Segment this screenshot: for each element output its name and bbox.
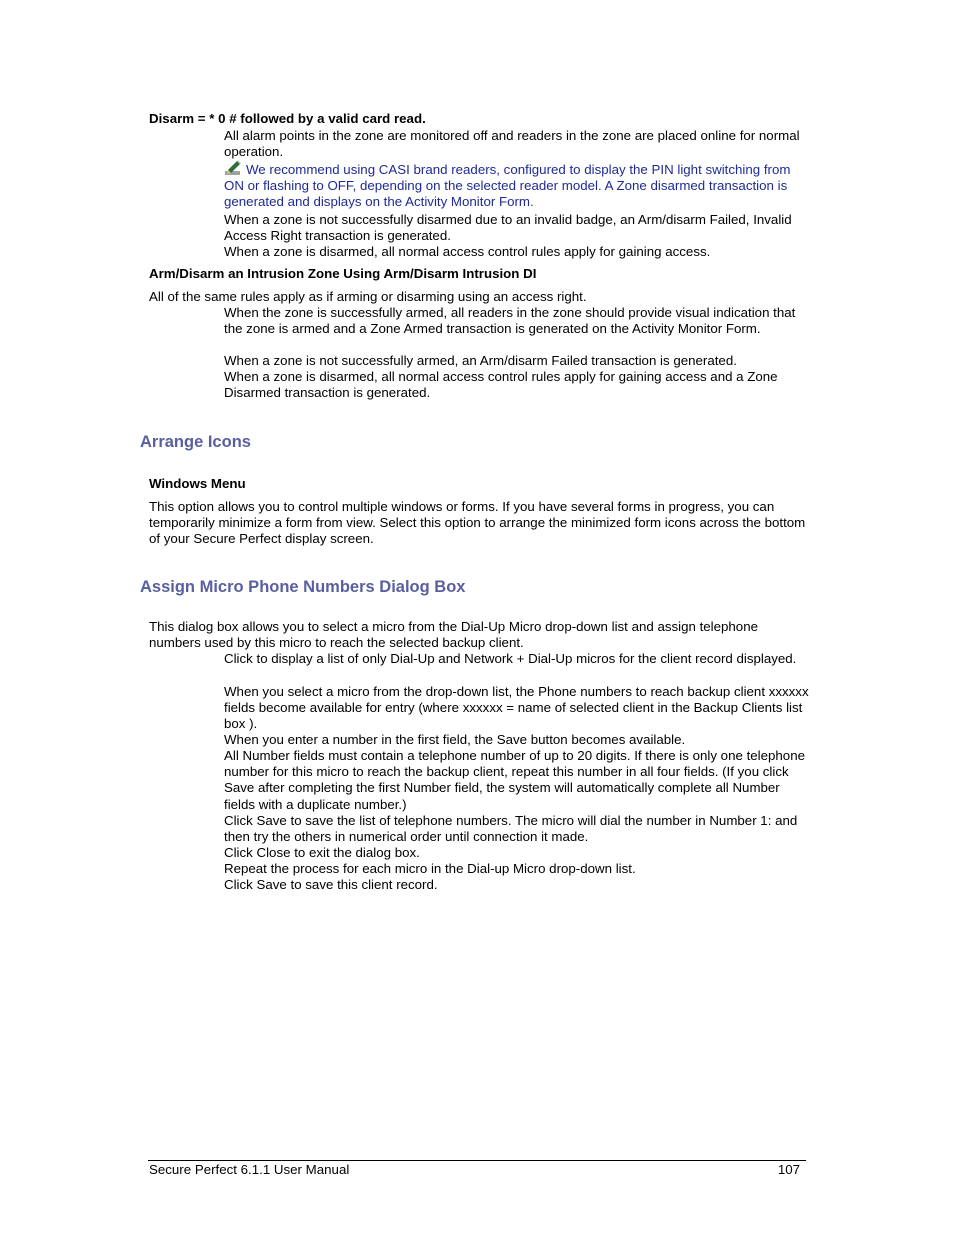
disarm-note [224,160,809,211]
intrusion-heading: Arm/Disarm an Intrusion Zone Using Arm/Disarm Intrusion DI [149,266,537,281]
assign-micro-item-2: When you select a micro from the drop-down list, the Phone numbers to reach backup client xxxxxx fields become available for entry (where xxxxxx = name of selected client in the Backup Clients list box ). [224,684,809,732]
windows-menu-subheading: Windows Menu [149,476,246,491]
intrusion-intro: All of the same rules apply as if arming or disarming using an access right. [149,289,587,304]
disarm-note-text: We recommend using CASI brand readers, configured to display the PIN light switching from ON or flashing to OFF, depending on the selected reader model. A Zone disarmed transaction is generated and displays on the Activity Monitor Form. [224,162,791,210]
assign-micro-item-7: Repeat the process for each micro in the Dial-up Micro drop-down list. [224,861,636,876]
assign-micro-intro: This dialog box allows you to select a micro from the Dial-Up Micro drop-down list and assign telephone numbers used by this micro to reach the selected backup client. [149,619,758,651]
disarm-paragraph-2: When a zone is not successfully disarmed due to an invalid badge, an Arm/disarm Failed, Invalid Access Right transaction is generated. [224,212,792,244]
assign-micro-item-5: Click Save to save the list of telephone numbers. The micro will dial the number in Number 1: and then try the others in numerical order until connection it made. [224,813,798,845]
intrusion-paragraph-1: When the zone is successfully armed, all readers in the zone should provide visual indication that the zone is armed and a Zone Armed transaction is generated on the Activity Monitor Form. [224,305,796,337]
footer-divider [148,1160,806,1161]
note-pencil-icon [224,160,244,176]
disarm-paragraph-3: When a zone is disarmed, all normal access control rules apply for gaining access. [224,244,711,259]
arrange-icons-title: Arrange Icons [140,433,251,451]
intrusion-paragraph-2: When a zone is not successfully armed, an Arm/disarm Failed transaction is generated. [224,353,737,368]
arrange-icons-body: This option allows you to control multiple windows or forms. If you have several forms in progress, you can temporarily minimize a form from view. Select this option to arrange the minimized form icons across the bottom of your Secure Perfect display screen. [149,499,806,547]
assign-micro-item-3: When you enter a number in the first field, the Save button becomes available. [224,732,686,747]
disarm-paragraph-1: All alarm points in the zone are monitored off and readers in the zone are placed online for normal operation. [224,128,800,160]
assign-micro-item-6: Click Close to exit the dialog box. [224,845,420,860]
disarm-heading: Disarm = * 0 # followed by a valid card read. [149,111,426,126]
footer-page-number: 107 [777,1162,800,1177]
assign-micro-item-8: Click Save to save this client record. [224,877,438,892]
assign-micro-item-4: All Number fields must contain a telephone number of up to 20 digits. If there is only one telephone number for this micro to reach the backup client, repeat this number in all four fields. (If you click Save after completing the first Number field, the system will automatically complete all Number fields with a duplicate number.) [224,748,805,812]
intrusion-paragraph-3: When a zone is disarmed, all normal access control rules apply for gaining access and a Zone Disarmed transaction is generated. [224,369,778,401]
assign-micro-title: Assign Micro Phone Numbers Dialog Box [140,578,466,596]
assign-micro-item-1: Click to display a list of only Dial-Up and Network + Dial-Up micros for the client record displayed. [224,651,797,666]
footer-manual-title: Secure Perfect 6.1.1 User Manual [149,1162,350,1177]
